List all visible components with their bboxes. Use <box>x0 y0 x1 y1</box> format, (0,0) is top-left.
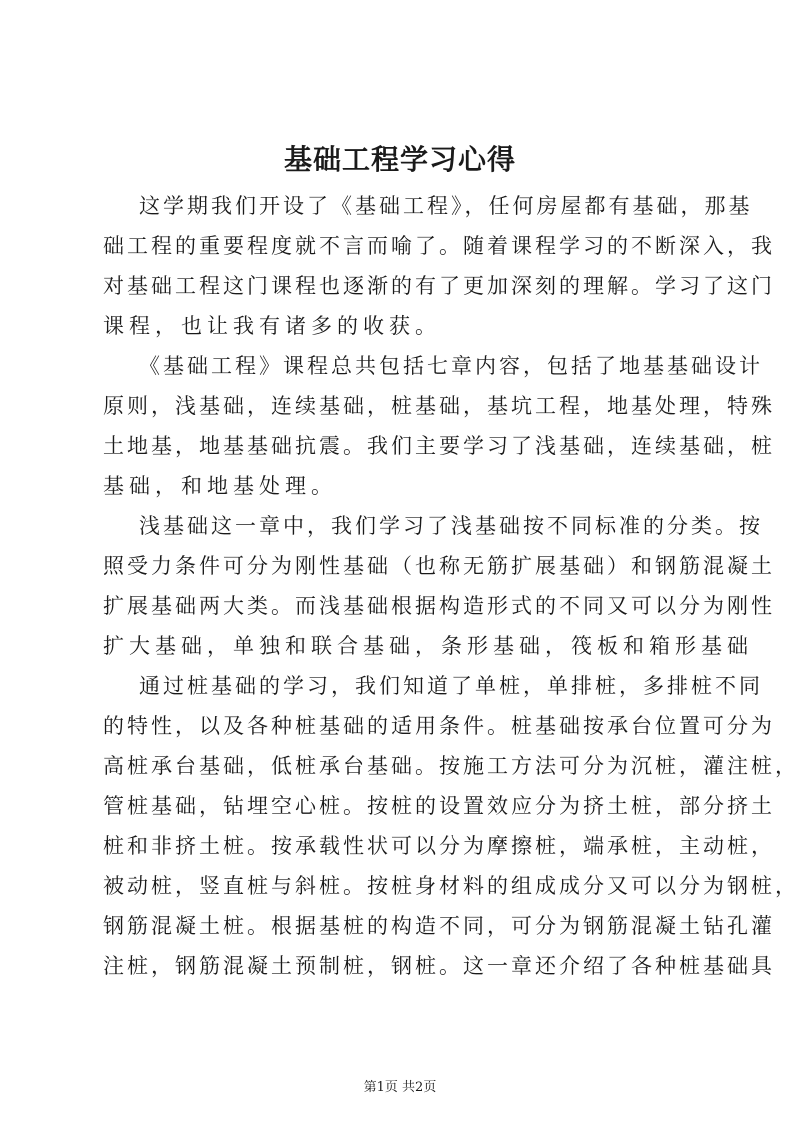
text-line: 浅基础这一章中，我们学习了浅基础按不同标准的分类。按 <box>139 514 763 538</box>
document-title: 基础工程学习心得 <box>283 143 516 176</box>
text-line: 注桩，钢筋混凝土预制桩，钢桩。这一章还介绍了各种桩基础具 <box>103 954 775 978</box>
text-line: 课程，也让我有诸多的收获。 <box>103 314 441 338</box>
text-line: 被动桩，竖直桩与斜桩。按桩身材料的组成成分又可以分为钢桩， <box>103 874 799 898</box>
text-line: 础工程的重要程度就不言而喻了。随着课程学习的不断深入，我 <box>103 234 775 258</box>
text-line: 基础，和地基处理。 <box>103 474 337 498</box>
text-line: 照受力条件可分为刚性基础（也称无筋扩展基础）和钢筋混凝土 <box>103 554 775 578</box>
text-line: 扩展基础两大类。而浅基础根据构造形式的不同又可以分为刚性 <box>103 594 775 618</box>
text-line: 对基础工程这门课程也逐渐的有了更加深刻的理解。学习了这门 <box>103 274 775 298</box>
paragraph <box>103 346 775 506</box>
text-line: 的特性，以及各种桩基础的适用条件。桩基础按承台位置可分为 <box>103 714 775 738</box>
text-line: 钢筋混凝土桩。根据基桩的构造不同，可分为钢筋混凝土钻孔灌 <box>103 914 775 938</box>
page-footer: 第1页 共2页 <box>363 1080 437 1095</box>
text-line: 管桩基础，钻埋空心桩。按桩的设置效应分为挤土桩，部分挤土 <box>103 794 775 818</box>
text-line: 桩和非挤土桩。按承载性状可以分为摩擦桩，端承桩，主动桩， <box>103 834 775 858</box>
text-line: 原则，浅基础，连续基础，桩基础，基坑工程，地基处理，特殊 <box>103 394 775 418</box>
paragraph <box>103 186 775 346</box>
paragraph <box>103 666 799 986</box>
text-line: 《基础工程》课程总共包括七章内容，包括了地基基础设计 <box>139 354 763 378</box>
document-body <box>103 186 799 986</box>
text-line: 这学期我们开设了《基础工程》，任何房屋都有基础，那基 <box>139 194 753 218</box>
text-line: 扩大基础，单独和联合基础，条形基础，筏板和箱形基础 <box>103 634 753 658</box>
text-line: 土地基，地基基础抗震。我们主要学习了浅基础，连续基础，桩 <box>103 434 775 458</box>
paragraph <box>103 506 775 666</box>
text-line: 通过桩基础的学习，我们知道了单桩，单排桩，多排桩不同 <box>139 674 763 698</box>
text-line: 高桩承台基础，低桩承台基础。按施工方法可分为沉桩，灌注桩， <box>103 754 799 778</box>
